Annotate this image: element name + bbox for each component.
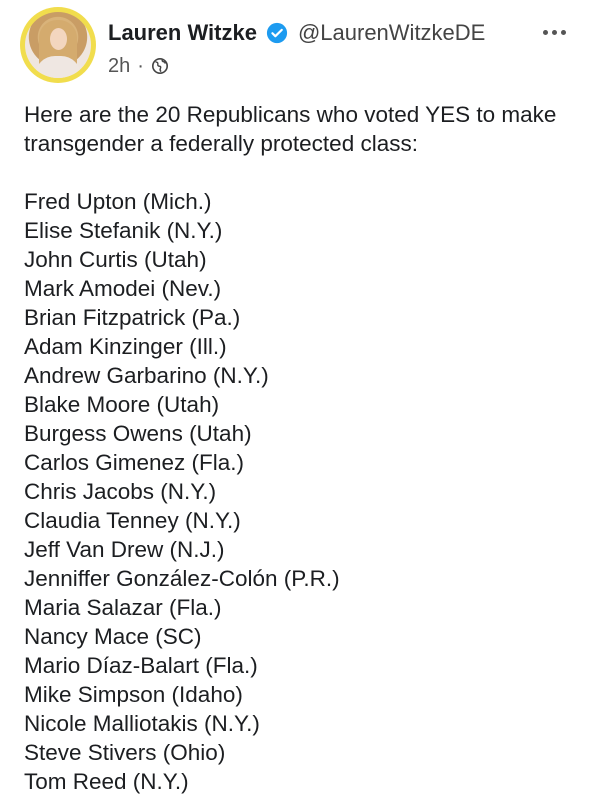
list-item: Mario Díaz-Balart (Fla.) xyxy=(24,653,258,678)
avatar-photo xyxy=(25,12,91,78)
author-handle[interactable]: @LaurenWitzkeDE xyxy=(297,20,486,45)
avatar[interactable] xyxy=(20,7,96,83)
list-item: Adam Kinzinger (Ill.) xyxy=(24,334,227,359)
list-item: Brian Fitzpatrick (Pa.) xyxy=(24,305,241,330)
list-item: Jenniffer González-Colón (P.R.) xyxy=(24,566,340,591)
list-item: Maria Salazar (Fla.) xyxy=(24,595,222,620)
verified-badge-icon xyxy=(266,22,288,44)
names-list xyxy=(24,187,584,796)
meta-separator: · xyxy=(137,54,144,77)
post-meta xyxy=(108,53,169,79)
more-options-icon[interactable] xyxy=(543,20,566,44)
list-item: John Curtis (Utah) xyxy=(24,247,207,272)
list-item: Elise Stefanik (N.Y.) xyxy=(24,218,223,243)
list-item: Chris Jacobs (N.Y.) xyxy=(24,479,217,504)
list-item: Nancy Mace (SC) xyxy=(24,624,202,649)
list-item: Jeff Van Drew (N.J.) xyxy=(24,537,225,562)
list-item: Blake Moore (Utah) xyxy=(24,392,220,417)
list-item: Fred Upton (Mich.) xyxy=(24,189,212,214)
list-item: Mark Amodei (Nev.) xyxy=(24,276,222,301)
list-item: Andrew Garbarino (N.Y.) xyxy=(24,363,269,388)
author-row xyxy=(108,17,485,49)
post-timestamp[interactable]: 2h xyxy=(108,54,131,77)
post-body xyxy=(24,100,584,796)
list-item: Carlos Gimenez (Fla.) xyxy=(24,450,245,475)
list-item: Steve Stivers (Ohio) xyxy=(24,740,226,765)
globe-icon xyxy=(151,57,169,75)
list-item: Nicole Malliotakis (N.Y.) xyxy=(24,711,260,736)
list-item: Mike Simpson (Idaho) xyxy=(24,682,243,707)
post-intro: Here are the 20 Republicans who voted YES to make transgender a federally protected class: xyxy=(24,102,557,156)
list-item: Burgess Owens (Utah) xyxy=(24,421,252,446)
author-name[interactable]: Lauren Witzke xyxy=(108,20,257,45)
list-item: Tom Reed (N.Y.) xyxy=(24,769,189,794)
list-item: Claudia Tenney (N.Y.) xyxy=(24,508,241,533)
